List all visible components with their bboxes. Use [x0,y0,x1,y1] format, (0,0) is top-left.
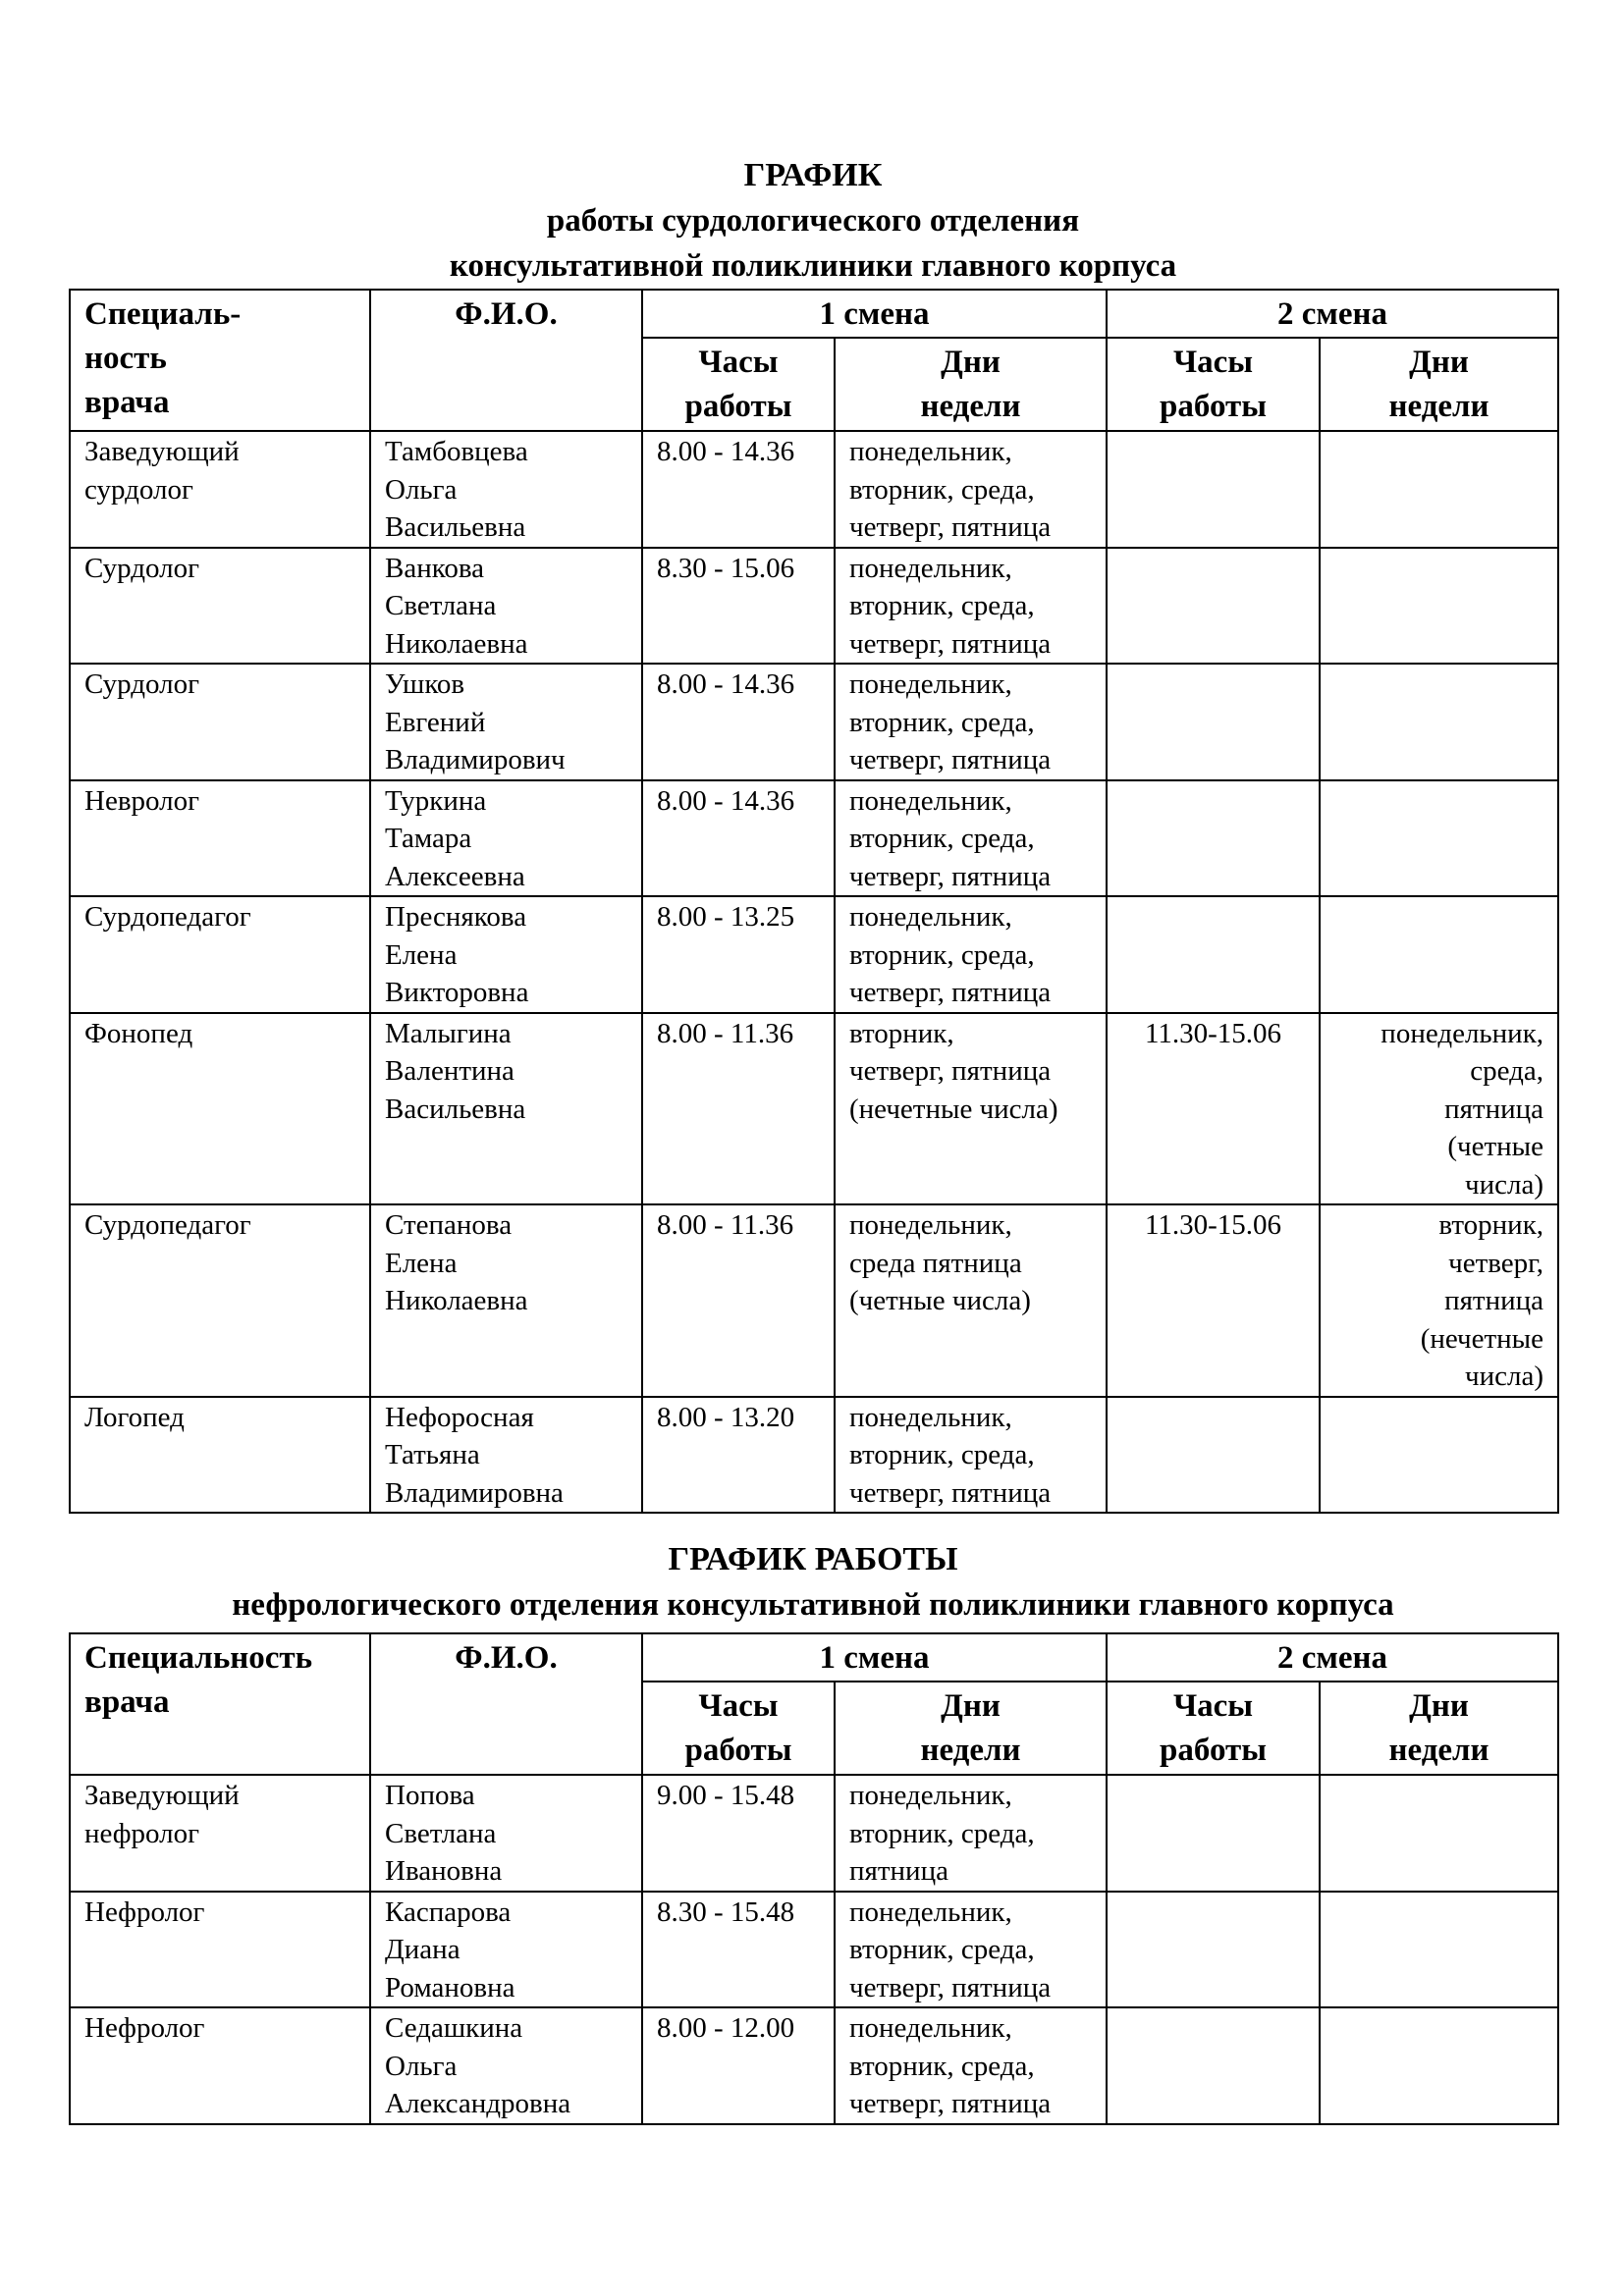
header-shift-2-days: Дни недели [1320,1682,1558,1775]
schedule-title-block-surdology [69,153,1557,289]
cell-specialty: Заведующий сурдолог [70,431,370,548]
document-subtitle: консультативной поликлиники главного корпуса [449,248,1177,284]
table-row [70,1204,1558,1397]
cell-shift-2-days: понедельник, среда, пятница (четные числа) [1320,1013,1558,1205]
cell-shift-1-days: понедельник, вторник, среда, четверг, пятница [835,2007,1107,2124]
cell-name: Преснякова Елена Викторовна [370,896,642,1013]
cell-specialty: Невролог [70,780,370,897]
cell-shift-2-hours [1107,548,1320,665]
cell-shift-2-days [1320,1775,1558,1892]
header-shift-1-hours: Часы работы [642,338,835,431]
cell-shift-2-hours [1107,431,1320,548]
cell-shift-1-days: понедельник, вторник, среда, четверг, пятница [835,896,1107,1013]
cell-shift-1-hours: 8.00 - 13.25 [642,896,835,1013]
cell-shift-1-hours: 8.30 - 15.48 [642,1892,835,2008]
nephrology-schedule-body [70,1775,1558,2124]
header-shift-2: 2 смена [1107,290,1558,338]
cell-shift-1-hours: 8.00 - 14.36 [642,780,835,897]
header-shift-1: 1 смена [642,290,1107,338]
header-specialty: Специальность врача [70,1633,370,1775]
cell-shift-2-hours [1107,2007,1320,2124]
schedule-title-block-nephrology [69,1537,1557,1628]
cell-name: Нефоросная Татьяна Владимировна [370,1397,642,1514]
cell-shift-1-hours: 8.00 - 14.36 [642,431,835,548]
cell-shift-1-days: вторник, четверг, пятница (нечетные числа) [835,1013,1107,1205]
cell-name: Попова Светлана Ивановна [370,1775,642,1892]
cell-specialty: Сурдопедагог [70,896,370,1013]
table-row [70,664,1558,780]
cell-shift-1-days: понедельник, вторник, среда, четверг, пятница [835,1892,1107,2008]
cell-name: Каспарова Диана Романовна [370,1892,642,2008]
cell-shift-1-hours: 9.00 - 15.48 [642,1775,835,1892]
cell-shift-1-hours: 8.00 - 12.00 [642,2007,835,2124]
cell-name: Ванкова Светлана Николаевна [370,548,642,665]
cell-shift-2-hours: 11.30-15.06 [1107,1204,1320,1397]
cell-shift-2-hours [1107,1775,1320,1892]
table-row [70,896,1558,1013]
document-title: ГРАФИК РАБОТЫ [668,1541,958,1577]
cell-shift-1-days: понедельник, вторник, среда, четверг, пятница [835,664,1107,780]
header-shift-1-days: Дни недели [835,338,1107,431]
surdology-schedule-body [70,431,1558,1513]
table-row [70,1892,1558,2008]
cell-specialty: Логопед [70,1397,370,1514]
table-row [70,1397,1558,1514]
cell-shift-2-days [1320,431,1558,548]
cell-shift-1-days: понедельник, вторник, среда, четверг, пятница [835,431,1107,548]
cell-shift-2-days: вторник, четверг, пятница (нечетные числа) [1320,1204,1558,1397]
cell-shift-2-days [1320,1892,1558,2008]
document-subtitle: работы сурдологического отделения [546,203,1080,239]
header-shift-1: 1 смена [642,1633,1107,1682]
cell-specialty: Нефролог [70,2007,370,2124]
cell-specialty: Сурдолог [70,548,370,665]
table-row [70,780,1558,897]
surdology-schedule-table [69,289,1559,1514]
table-row [70,1013,1558,1205]
cell-name: Тамбовцева Ольга Васильевна [370,431,642,548]
header-shift-2-days: Дни недели [1320,338,1558,431]
cell-shift-1-days: понедельник, вторник, среда, четверг, пятница [835,1397,1107,1514]
cell-shift-2-hours [1107,780,1320,897]
cell-shift-2-days [1320,2007,1558,2124]
cell-shift-2-days [1320,780,1558,897]
header-specialty: Специаль- ность врача [70,290,370,431]
cell-shift-2-hours [1107,896,1320,1013]
table-row [70,548,1558,665]
cell-shift-2-days [1320,896,1558,1013]
cell-name: Ушков Евгений Владимирович [370,664,642,780]
cell-specialty: Сурдолог [70,664,370,780]
cell-specialty: Нефролог [70,1892,370,2008]
cell-name: Седашкина Ольга Александровна [370,2007,642,2124]
cell-shift-2-hours [1107,1892,1320,2008]
table-row [70,2007,1558,2124]
cell-shift-1-hours: 8.00 - 13.20 [642,1397,835,1514]
cell-specialty: Фонопед [70,1013,370,1205]
cell-shift-2-hours: 11.30-15.06 [1107,1013,1320,1205]
cell-shift-1-hours: 8.00 - 14.36 [642,664,835,780]
cell-shift-2-days [1320,1397,1558,1514]
table-row [70,431,1558,548]
header-name: Ф.И.О. [370,1633,642,1775]
header-name: Ф.И.О. [370,290,642,431]
cell-shift-1-days: понедельник, вторник, среда, четверг, пятница [835,780,1107,897]
nephrology-schedule-table [69,1632,1559,2125]
cell-shift-1-hours: 8.30 - 15.06 [642,548,835,665]
cell-shift-1-hours: 8.00 - 11.36 [642,1204,835,1397]
cell-shift-1-days: понедельник, вторник, среда, пятница [835,1775,1107,1892]
cell-specialty: Заведующий нефролог [70,1775,370,1892]
cell-name: Степанова Елена Николаевна [370,1204,642,1397]
cell-name: Туркина Тамара Алексеевна [370,780,642,897]
cell-specialty: Сурдопедагог [70,1204,370,1397]
cell-shift-1-days: понедельник, среда пятница (четные числа) [835,1204,1107,1397]
cell-shift-2-days [1320,664,1558,780]
header-shift-2-hours: Часы работы [1107,338,1320,431]
cell-shift-1-days: понедельник, вторник, среда, четверг, пятница [835,548,1107,665]
cell-shift-1-hours: 8.00 - 11.36 [642,1013,835,1205]
document-title: ГРАФИК [743,157,883,193]
header-shift-1-days: Дни недели [835,1682,1107,1775]
cell-shift-2-hours [1107,664,1320,780]
cell-name: Малыгина Валентина Васильевна [370,1013,642,1205]
header-shift-2: 2 смена [1107,1633,1558,1682]
header-shift-2-hours: Часы работы [1107,1682,1320,1775]
table-row [70,1775,1558,1892]
cell-shift-2-days [1320,548,1558,665]
header-shift-1-hours: Часы работы [642,1682,835,1775]
cell-shift-2-hours [1107,1397,1320,1514]
document-subtitle: нефрологического отделения консультативной поликлиники главного корпуса [232,1587,1394,1623]
